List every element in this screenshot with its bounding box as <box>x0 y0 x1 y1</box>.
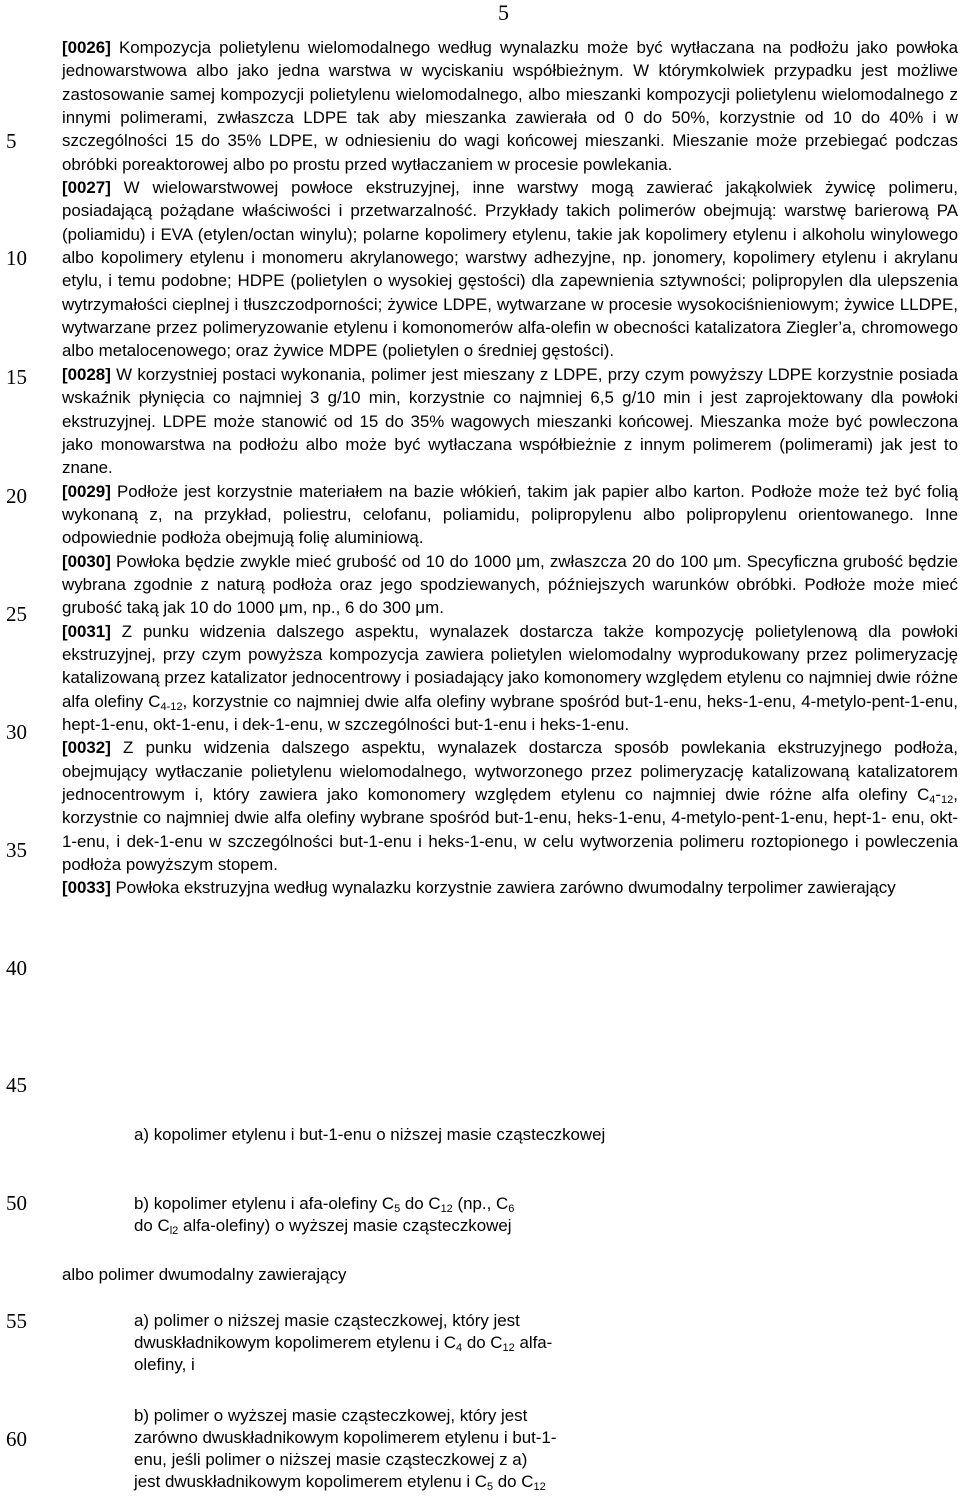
subscript: 4 <box>929 794 936 806</box>
list-item-line: a) polimer o niższej masie cząsteczkowej, który jest <box>134 1311 520 1330</box>
paragraph-0030 <box>62 550 958 620</box>
list-item-text: a) kopolimer etylenu i but-1-enu o niższej masie cząsteczkowej <box>134 1125 606 1144</box>
paragraph-0032 <box>62 736 958 876</box>
line-number: 20 <box>6 484 27 508</box>
paragraph-text: W wielowarstwowej powłoce ekstruzyjnej, inne warstwy mogą zawierać jakąkolwiek żywicę polimeru, posiadającą pożądane właściwości i przetwarzalność. Przykłady takich polimerów obejmują: warstwę barierową PA (poliamidu) i EVA (etylen/octan winylu); polarne kopolimery etylenu, takie jak kopolimery etylenu i alkoholu winylowego albo kopolimery etylenu i monomeru akrylanowego; warstwy adhezyjne, np. jonomery, kopolimery etylenu i akrylanu etylu, i temu podobne; HDPE (polietylen o wysokiej gęstości) dla zapewnienia sztywności; polipropylen dla ulepszenia wytrzymałości cieplnej i tłuszczodporności; żywice LDPE, wytwarzane w procesie wysokociśnieniowym; żywice LLDPE, wytwarzane przez polimeryzowanie etylenu i komonomerów alfa-olefin w obecności katalizatora Ziegler’a, chromowego albo metalocenowego; oraz żywice MDPE (polietylen o średniej gęstości). <box>62 178 958 361</box>
paragraph-id: [0029] <box>62 481 111 501</box>
list-item-text: jest dwuskładnikowym kopolimerem etylenu i C <box>134 1472 487 1491</box>
paragraph-id: [0028] <box>62 364 111 384</box>
subscript: 12 <box>502 1342 515 1354</box>
subscript: 12 <box>440 1203 453 1215</box>
list-item-text: dwuskładnikowym kopolimerem etylenu i C <box>134 1333 456 1352</box>
paragraph-text: , korzystnie co najmniej dwie alfa olefiny wybrane spośród but-1-enu, heks-1-enu, 4-metylo-pent-1-enu, hept-1- enu, okt-1-enu, i dek-1-enu w szczególności but-1-enu i heks-1-enu, w celu wytworzenia polimeru roztopionego i powleczenia podłoża powyższym stopem. <box>62 785 958 875</box>
list-item-text: (np., C <box>452 1194 509 1213</box>
document-body <box>62 36 958 900</box>
paragraph-0026 <box>62 36 958 176</box>
paragraph-text: Z punku widzenia dalszego aspektu, wynalazek dostarcza także kompozycję polietylenową dla powłoki ekstruzyjnej, przy czym powyższa kompozycja zawiera polietylen wielomodalny wyprodukowany przez polimeryzację katalizowaną przez katalizator jednocentrowy i posiadający jako komonomery względem etylenu co najmniej dwie różne alfa olefiny C <box>62 621 958 711</box>
paragraph-0028 <box>62 363 958 480</box>
subscript: l2 <box>169 1225 179 1237</box>
paragraph-0029 <box>62 480 958 550</box>
list-item-text: alfa- <box>514 1333 553 1352</box>
line-number: 50 <box>6 1191 27 1215</box>
paragraph-0031 <box>62 620 958 737</box>
paragraph-text: Podłoże jest korzystnie materiałem na bazie włókień, takim jak papier albo karton. Podłoże może też być folią wykonaną z, na przykład, poliestru, celofanu, poliamidu, polipropylenu albo polipropylenu orientowanego. Inne odpowiednie podłoża obejmują folię aluminiową. <box>62 481 958 548</box>
list-item-line: enu, jeśli polimer o niższej masie cząsteczkowej z a) <box>134 1450 528 1469</box>
line-number: 55 <box>6 1309 27 1333</box>
list-item-text: b) kopolimer etylenu i afa-olefiny C <box>134 1194 395 1213</box>
line-number: 35 <box>6 838 27 862</box>
paragraph-0027 <box>62 176 958 363</box>
connector-text <box>62 1264 562 1286</box>
list-item-text: do C <box>493 1472 534 1491</box>
list-item-line: b) polimer o wyższej masie cząsteczkowej, który jest <box>134 1406 528 1425</box>
list-item-line: olefiny, i <box>134 1355 195 1374</box>
list2-item-a <box>134 1310 694 1376</box>
paragraph-text: Powłoka będzie zwykle mieć grubość od 10 do 1000 μm, zwłaszcza 20 do 100 μm. Specyficzna grubość będzie wybrana zgodnie z naturą podłoża oraz jego spodziewanych, późniejszych warunków obróbki. Podłoże może mieć grubość taką jak 10 do 1000 μm, np., 6 do 300 μm. <box>62 551 958 618</box>
list-item-text: do C <box>400 1194 441 1213</box>
subscript: 12 <box>533 1481 546 1493</box>
list1-item-b <box>134 1193 694 1237</box>
paragraph-0033 <box>62 876 958 899</box>
subscript: 4 <box>456 1342 463 1354</box>
list-item-line <box>134 1193 694 1215</box>
paragraph-text: W korzystniej postaci wykonania, polimer jest mieszany z LDPE, przy czym powyższy LDPE korzystnie posiada wskaźnik płynięcia co najmniej 3 g/10 min, korzystnie co najmniej 6,5 g/10 min i jest zaprojektowany dla powłoki ekstruzyjnej. LDPE może stanowić od 15 do 35% wagowych mieszanki końcowej. Mieszanka może być powleczona jako monowarstwa na podłożu albo może być wytłaczana współbieżnie z innym polimerem (polimerami) jak jest to znane. <box>62 364 958 478</box>
list-item-line <box>134 1471 714 1493</box>
paragraph-text: , korzystnie co najmniej dwie alfa olefiny wybrane spośród but-1-enu, heks-1-enu, 4-metylo-pent-1-enu, hept-1-enu, okt-1-enu, i dek-1-enu, w szczególności but-1-enu i heks-1-enu. <box>62 691 958 734</box>
subscript: 12 <box>941 794 954 806</box>
paragraph-text: Z punku widzenia dalszego aspektu, wynalazek dostarcza sposób powlekania ekstruzyjnego podłoża, obejmujący wytłaczanie polietylenu wielomodalnego, wytworzonego przez polimeryzację katalizowaną katalizatorem jednocentrowym i, który zawiera jako komonomery względem etylenu co najmniej dwie różne alfa olefiny C <box>62 738 958 804</box>
subscript: 5 <box>394 1203 401 1215</box>
list1-item-a <box>134 1124 614 1146</box>
list-item-text: alfa-olefiny) o wyższej masie cząsteczkowej <box>178 1216 512 1235</box>
paragraph-text: - <box>935 785 942 804</box>
list-item-text: do C <box>462 1333 503 1352</box>
line-number: 60 <box>6 1427 27 1451</box>
paragraph-id: [0027] <box>62 178 111 198</box>
subscript: 5 <box>486 1481 494 1493</box>
paragraph-id: [0032] <box>62 738 111 758</box>
connector-label: albo polimer dwumodalny zawierający <box>62 1265 347 1284</box>
paragraph-id: [0033] <box>62 878 111 898</box>
subscript: 6 <box>508 1203 515 1215</box>
paragraph-id: [0030] <box>62 551 111 571</box>
list-item-line <box>134 1215 694 1237</box>
line-number: 15 <box>6 365 27 389</box>
line-number: 30 <box>6 720 27 744</box>
paragraph-text: Powłoka ekstruzyjna według wynalazku korzystnie zawiera zarówno dwumodalny terpolimer zawierający <box>110 878 896 898</box>
paragraph-text: Kompozycja polietylenu wielomodalnego według wynalazku może być wytłaczana na podłożu jako powłoka jednowarstwowa albo jako jedna warstwa w wyciskaniu współbieżnym. W którymkolwiek przypadku jest możliwe zastosowanie samej kompozycji polietylenu wielomodalnego, albo mieszanki kompozycji polietylenu wielomodalnego z innymi polimerami, zwłaszcza LDPE tak aby mieszanka zawierała od 0 do 50%, korzystnie od 10 do 40% i w szczególności 15 do 35% LDPE, w odniesieniu do wagi końcowej mieszanki. Mieszanie może przebiegać podczas obróbki poreaktorowej albo po prostu przed wytłaczaniem w procesie powlekania. <box>62 38 958 174</box>
list-item-line: zarówno dwuskładnikowym kopolimerem etylenu i but-1- <box>134 1428 557 1447</box>
list-item-text: do C <box>134 1216 170 1235</box>
list2-item-b <box>134 1405 714 1493</box>
list-item-line <box>134 1332 694 1354</box>
paragraph-id: [0031] <box>62 621 111 641</box>
page-number: 5 <box>498 0 509 25</box>
paragraph-id: [0026] <box>62 38 111 57</box>
subscript: 4-12 <box>160 700 183 713</box>
line-number: 10 <box>6 246 27 270</box>
line-number: 25 <box>6 602 27 626</box>
line-number: 40 <box>6 956 27 980</box>
line-number: 5 <box>6 129 17 153</box>
line-number: 45 <box>6 1073 27 1097</box>
